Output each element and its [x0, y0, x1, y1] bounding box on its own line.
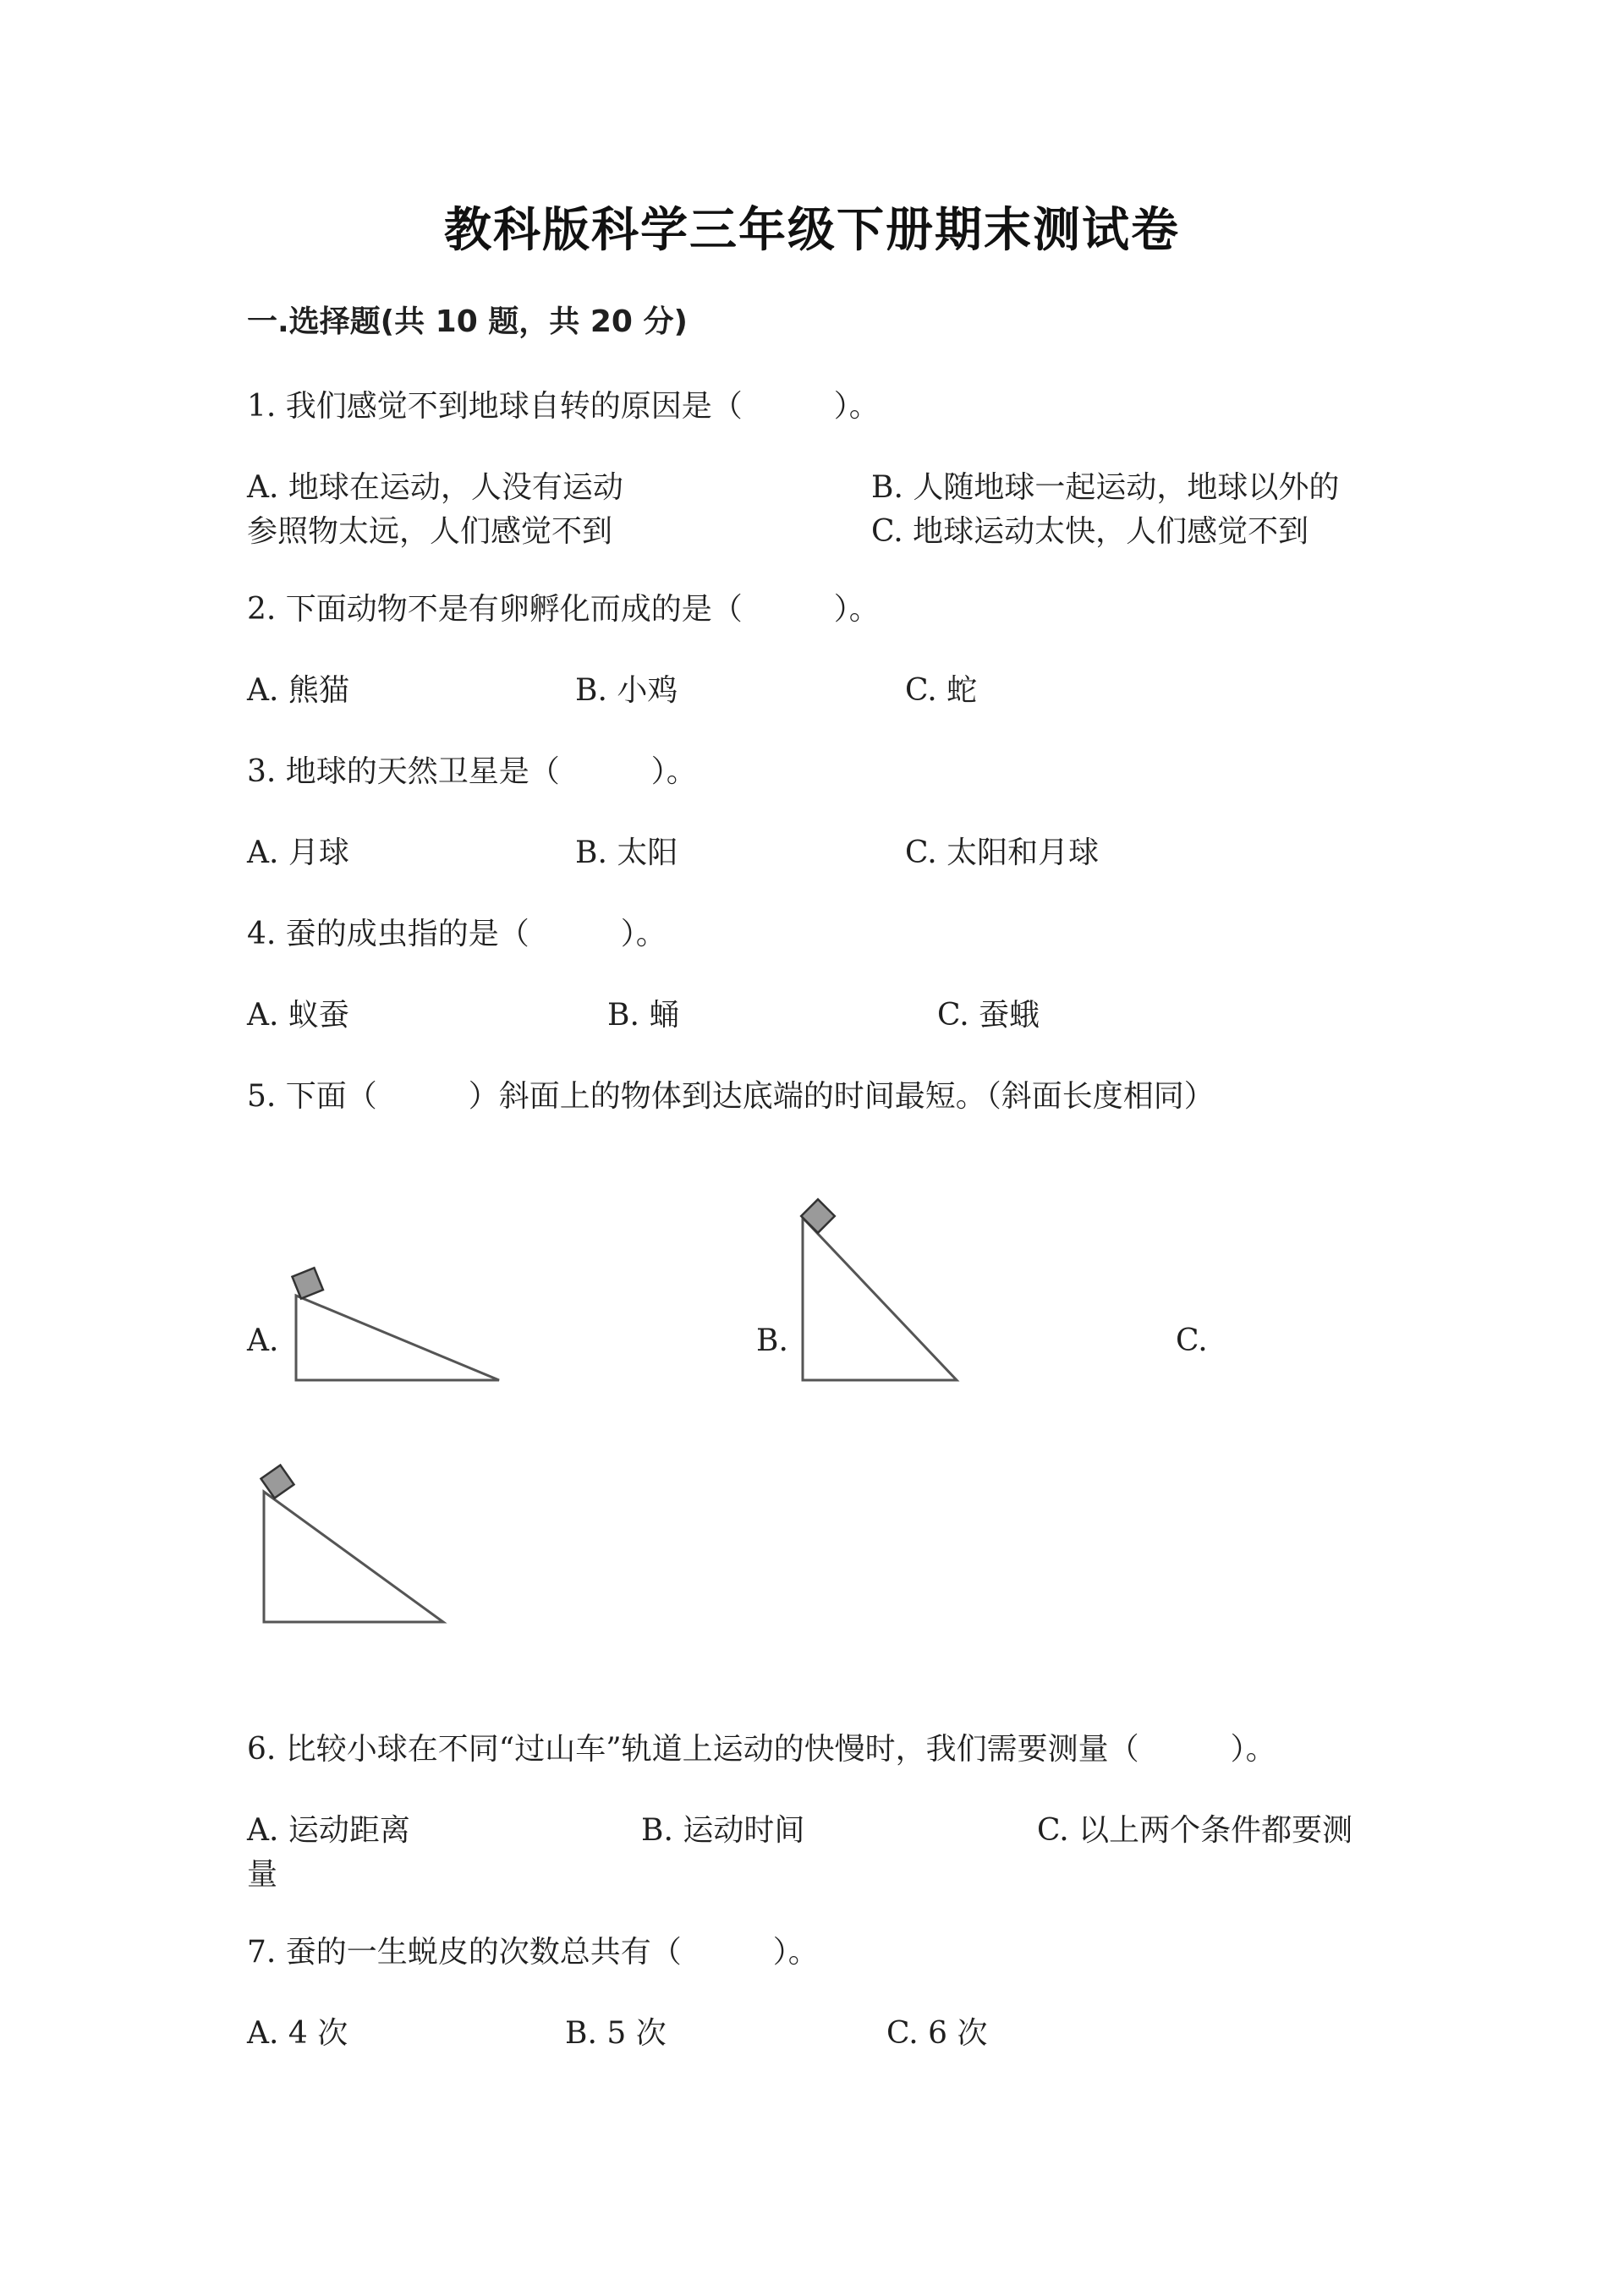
ramp-figure-b: [791, 1201, 960, 1387]
question-1-option-c[interactable]: C. 地球运动太快，人们感觉不到: [871, 514, 1309, 549]
question-6-option-a[interactable]: A. 运动距离: [247, 1813, 410, 1848]
question-5-option-a[interactable]: A.: [247, 1323, 279, 1358]
question-4-stem: 4. 蚕的成虫指的是（ ）。: [247, 917, 667, 951]
ramp-figure-a: [288, 1260, 508, 1387]
question-3-stem: 3. 地球的天然卫星是（ ）。: [247, 754, 697, 789]
question-1-option-a[interactable]: A. 地球在运动，人没有运动: [247, 470, 623, 505]
question-6-option-c[interactable]: C. 以上两个条件都要测: [1037, 1813, 1353, 1848]
question-7-option-b[interactable]: B. 5 次: [565, 2016, 667, 2051]
question-6-option-c-continued: 量: [247, 1857, 278, 1892]
question-6-stem: 6. 比较小球在不同“过山车”轨道上运动的快慢时，我们需要测量（ ）。: [247, 1732, 1276, 1767]
page-title: 教科版科学三年级下册期末测试卷: [444, 203, 1180, 258]
question-5-option-b[interactable]: B.: [756, 1323, 788, 1358]
section-heading: 一.选择题(共 10 题，共 20 分): [247, 304, 688, 339]
question-6-option-b[interactable]: B. 运动时间: [641, 1813, 805, 1848]
question-3-option-b[interactable]: B. 太阳: [575, 836, 678, 870]
question-1-option-b[interactable]: B. 人随地球一起运动，地球以外的: [871, 470, 1340, 505]
ramp-a-triangle: [296, 1296, 499, 1380]
question-2-option-a[interactable]: A. 熊猫: [247, 673, 349, 708]
ramp-c-triangle: [264, 1492, 443, 1622]
ramp-b-block: [801, 1199, 835, 1233]
ramp-b-triangle: [803, 1218, 957, 1380]
question-1-stem: 1. 我们感觉不到地球自转的原因是（ ）。: [247, 389, 880, 424]
question-5-stem: 5. 下面（ ）斜面上的物体到达底端的时间最短。（斜面长度相同）: [247, 1079, 1215, 1114]
question-4-option-b[interactable]: B. 蛹: [607, 998, 680, 1033]
question-7-option-a[interactable]: A. 4 次: [247, 2016, 348, 2051]
question-7-stem: 7. 蚕的一生蜕皮的次数总共有（ ）。: [247, 1935, 819, 1970]
ramp-a-block: [292, 1268, 322, 1298]
question-3-option-c[interactable]: C. 太阳和月球: [905, 836, 1100, 870]
question-2-stem: 2. 下面动物不是有卵孵化而成的是（ ）。: [247, 592, 880, 627]
ramp-figure-c: [254, 1468, 457, 1629]
question-5-option-c[interactable]: C.: [1176, 1323, 1208, 1358]
question-1-option-b-continued: 参照物太远，人们感觉不到: [247, 514, 613, 549]
question-2-option-b[interactable]: B. 小鸡: [575, 673, 678, 708]
question-7-option-c[interactable]: C. 6 次: [886, 2016, 988, 2051]
question-3-option-a[interactable]: A. 月球: [247, 836, 349, 870]
question-2-option-c[interactable]: C. 蛇: [905, 673, 978, 708]
question-4-option-c[interactable]: C. 蚕蛾: [937, 998, 1040, 1033]
question-4-option-a[interactable]: A. 蚁蚕: [247, 998, 349, 1033]
